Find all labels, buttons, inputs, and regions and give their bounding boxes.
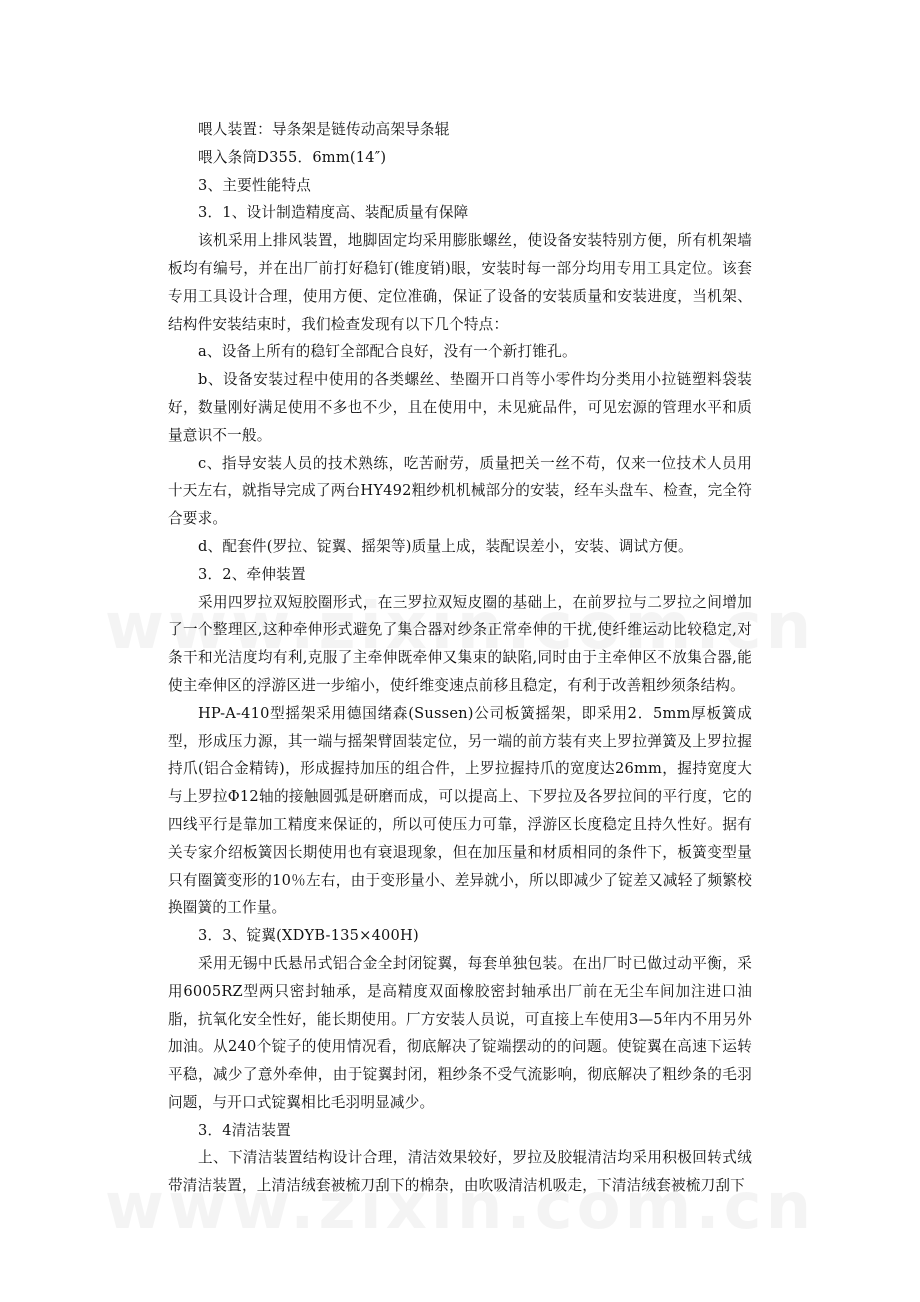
section-heading-3-1: 3．1、设计制造精度高、装配质量有保障 <box>198 204 469 222</box>
section-heading-3-4: 3．4清洁装置 <box>198 1121 291 1139</box>
section-heading-3-2: 3．2、牵伸装置 <box>198 565 306 583</box>
document-body <box>168 116 752 1200</box>
feeding-device-line: 喂人装置：导条架是链传动高架导条辊 <box>198 121 450 138</box>
paragraph-drafting: 采用四罗拉双短胶圈形式，在三罗拉双短皮圈的基础上，在前罗拉与二罗拉之间增加了一个整理区,这种牵伸形式避免了集合器对纱条正常牵伸的干扰,使纤维运动比较稳定,对条干和光洁度均有利,克服了主牵伸既牵伸又集束的缺陷,同时由于主牵伸区不放集合器,能使主牵伸区的浮游区进一步缩小，使纤维变速点前移且稳定，有利于改善粗纱须条结构。 <box>168 593 752 694</box>
list-item-d: d、配套件(罗拉、锭翼、摇架等)质量上成，装配误差小，安装、调试方便。 <box>198 537 693 555</box>
paragraph-cradle: HP-A-410型摇架采用德国绪森(Sussen)公司板簧摇架，即采用2．5mm厚板簧成型，形成压力源，其一端与摇架臂固装定位，另一端的前方装有夹上罗拉弹簧及上罗拉握持爪(铝合金精铸)，形成握持加压的组合件，上罗拉握持爪的宽度达26mm，握持宽度大与上罗拉Φ12轴的接触圆弧是研磨而成，可以提高上、下罗拉及各罗拉间的平行度，它的四线平行是靠加工精度来保证的，所以可使压力可靠，浮游区长度稳定且持久性好。据有关专家介绍板簧因长期使用也有衰退现象，但在加压量和材质相同的条件下，板簧变型量只有圈簧变形的10％左右，由于变形量小、差异就小，所以即减少了锭差又减轻了频繁校换圈簧的工作量。 <box>168 704 752 917</box>
paragraph-flyer: 采用无锡中氏悬吊式铝合金全封闭锭翼，每套单独包装。在出厂时已做过动平衡，采用6005RZ型两只密封轴承，是高精度双面橡胶密封轴承出厂前在无尘车间加注进口油脂，抗氧化安全性好，能长期使用。厂方安装人员说，可直接上车使用3—5年内不用另外加油。从240个锭子的使用情况看，彻底解决了锭端摆动的的问题。使锭翼在高速下运转平稳，减少了意外牵伸，由于锭翼封闭，粗纱条不受气流影响，彻底解决了粗纱条的毛羽问题，与开口式锭翼相比毛羽明显减少。 <box>168 954 752 1111</box>
section-heading-3: 3、主要性能特点 <box>198 176 312 194</box>
paragraph-cleaning: 上、下清洁装置结构设计合理，清洁效果较好，罗拉及胶辊清洁均采用积极回转式绒带清洁装置，上清洁绒套被梳刀刮下的棉杂，由吹吸清洁机吸走，下清洁绒套被梳刀刮下 <box>168 1149 752 1195</box>
feed-can-line: 喂入条筒D355．6mm(14″) <box>198 148 387 166</box>
section-heading-3-3: 3．3、锭翼(XDYB-135×400H) <box>198 927 419 945</box>
list-item-c: c、指导安装人员的技术熟练，吃苦耐劳，质量把关一丝不苟，仅来一位技术人员用十天左右，就指导完成了两台HY492粗纱机机械部分的安装，经车头盘车、检查，完全符合要求。 <box>168 454 752 528</box>
list-item-b: b、设备安装过程中使用的各类螺丝、垫圈开口肖等小零件均分类用小拉链塑料袋装好，数量刚好满足使用不多也不少，且在使用中，未见疵品件，可见宏源的管理水平和质量意识不一般。 <box>168 371 752 444</box>
paragraph-installation: 该机采用上排风装置，地脚固定均采用膨胀螺丝，使设备安装特别方便，所有机架墙板均有编号，并在出厂前打好稳钉(锥度销)眼，安装时每一部分均用专用工具定位。该套专用工具设计合理，使用方便、定位准确，保证了设备的安装质量和安装进度，当机架、结构件安装结束时，我们检查发现有以下几个特点： <box>168 232 752 333</box>
list-item-a: a、设备上所有的稳钉全部配合良好，没有一个新打锥孔。 <box>198 343 577 361</box>
